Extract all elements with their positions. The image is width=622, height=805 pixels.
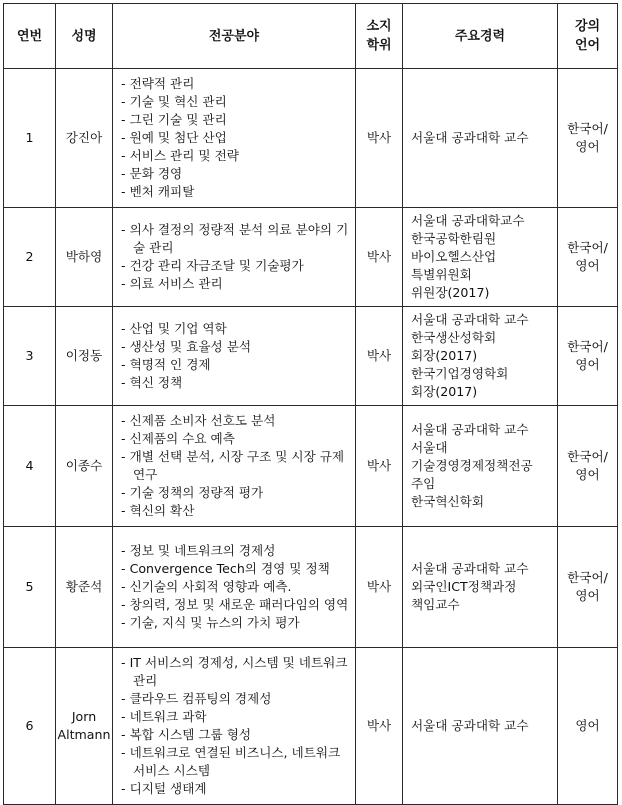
header-degree-line1: 소지	[366, 19, 392, 34]
table-row	[4, 406, 618, 527]
header-name: 성명	[56, 4, 113, 69]
career-line: 서울대 공과대학교수	[411, 213, 525, 228]
cell-language	[558, 69, 618, 208]
cell-career	[403, 208, 558, 307]
cell-no: 4	[4, 406, 56, 527]
table-row	[4, 307, 618, 406]
field-item: - 벤처 캐피탈	[121, 183, 351, 201]
header-degree-line2: 학위	[366, 38, 392, 53]
cell-field	[113, 307, 356, 406]
cell-no: 6	[4, 648, 56, 805]
career-line: 서울대 공과대학 교수	[411, 130, 529, 145]
language-line: 영어	[575, 588, 600, 603]
field-item: - 개별 선택 분석, 시장 구조 및 시장 규제 연구	[121, 448, 351, 484]
field-list	[121, 75, 351, 201]
cell-language	[558, 307, 618, 406]
cell-field	[113, 208, 356, 307]
cell-career	[403, 527, 558, 648]
cell-no: 3	[4, 307, 56, 406]
language-lines	[558, 448, 617, 484]
career-line: 서울대 공과대학 교수	[411, 718, 529, 733]
field-list	[121, 654, 351, 798]
career-line: 특별위원회	[411, 267, 472, 282]
name-line: 이정동	[65, 348, 103, 363]
name-line: 박하영	[65, 249, 103, 264]
cell-degree: 박사	[356, 648, 403, 805]
field-item: - 기술 정책의 정량적 평가	[121, 484, 351, 502]
cell-name	[56, 406, 113, 527]
career-line: 서울대 공과대학 교수	[411, 312, 529, 327]
career-line: 책임교수	[411, 597, 460, 612]
field-item: - 의사 결정의 정량적 분석 의료 분야의 기술 관리	[121, 221, 351, 257]
field-list	[121, 542, 351, 632]
cell-no: 1	[4, 69, 56, 208]
language-line: 한국어/	[567, 339, 608, 354]
header-row	[4, 4, 618, 69]
career-lines	[411, 129, 553, 147]
field-item: - 기술, 지식 및 뉴스의 가치 평가	[121, 614, 351, 632]
language-lines	[558, 120, 617, 156]
language-line: 한국어/	[567, 121, 608, 136]
field-list	[121, 412, 351, 520]
career-lines	[411, 717, 553, 735]
header-field: 전공분야	[113, 4, 356, 69]
field-item: - 건강 관리 자금조달 및 기술평가	[121, 257, 351, 275]
field-item: - 네트워크 과학	[121, 708, 351, 726]
field-item: - 그린 기술 및 관리	[121, 111, 351, 129]
career-line: 한국기업경영학회	[411, 366, 509, 381]
cell-language	[558, 648, 618, 805]
cell-language	[558, 406, 618, 527]
cell-degree: 박사	[356, 69, 403, 208]
language-lines	[558, 717, 617, 735]
cell-degree: 박사	[356, 527, 403, 648]
cell-language	[558, 527, 618, 648]
cell-field	[113, 527, 356, 648]
career-line: 한국공학한림원	[411, 231, 497, 246]
language-line: 영어	[575, 467, 600, 482]
career-lines	[411, 560, 553, 614]
career-line: 서울대 공과대학 교수	[411, 561, 529, 576]
header-degree	[356, 4, 403, 69]
header-language-line1: 강의	[574, 19, 601, 34]
table-body	[4, 69, 618, 805]
field-list	[121, 221, 351, 293]
field-item: - 의료 서비스 관리	[121, 275, 351, 293]
field-item: - 산업 및 기업 역학	[121, 320, 351, 338]
cell-no: 5	[4, 527, 56, 648]
language-line: 영어	[575, 139, 600, 154]
table-row	[4, 648, 618, 805]
field-item: - 창의력, 정보 및 새로운 패러다임의 영역	[121, 596, 351, 614]
career-line: 한국생산성학회	[411, 330, 497, 345]
cell-career	[403, 69, 558, 208]
field-item: - 혁명적 인 경제	[121, 356, 351, 374]
table-header	[4, 4, 618, 69]
career-lines	[411, 421, 553, 511]
cell-name	[56, 307, 113, 406]
field-item: - 신제품의 수요 예측	[121, 430, 351, 448]
field-item: - 복합 시스템 그룹 형성	[121, 726, 351, 744]
language-line: 한국어/	[567, 570, 608, 585]
career-line: 회장(2017)	[411, 384, 478, 399]
field-item: - 신기술의 사회적 영향과 예측.	[121, 578, 351, 596]
field-list	[121, 320, 351, 392]
field-item: - 정보 및 네트워크의 경제성	[121, 542, 351, 560]
field-item: - 기술 및 혁신 관리	[121, 93, 351, 111]
career-line: 회장(2017)	[411, 348, 478, 363]
field-item: - 신제품 소비자 선호도 분석	[121, 412, 351, 430]
name-line: Altmann	[57, 727, 111, 742]
header-language-line2: 언어	[574, 38, 601, 53]
name-line: 이종수	[65, 458, 103, 473]
language-line: 영어	[575, 718, 600, 733]
career-line: 서울대	[411, 440, 448, 455]
cell-career	[403, 648, 558, 805]
language-line: 영어	[575, 258, 600, 273]
career-line: 주임	[411, 476, 436, 491]
language-lines	[558, 239, 617, 275]
cell-name	[56, 208, 113, 307]
field-item: - 생산성 및 효율성 분석	[121, 338, 351, 356]
cell-name	[56, 527, 113, 648]
field-item: - 클라우드 컴퓨팅의 경제성	[121, 690, 351, 708]
career-lines	[411, 311, 553, 401]
language-line: 한국어/	[567, 449, 608, 464]
field-item: - 디지털 생태계	[121, 780, 351, 798]
field-item: - Convergence Tech의 경영 및 정책	[121, 560, 351, 578]
cell-degree: 박사	[356, 307, 403, 406]
cell-field	[113, 69, 356, 208]
language-line: 한국어/	[567, 240, 608, 255]
cell-name	[56, 648, 113, 805]
header-language	[558, 4, 618, 69]
table-row	[4, 527, 618, 648]
header-career: 주요경력	[403, 4, 558, 69]
table-row	[4, 69, 618, 208]
language-line: 영어	[575, 357, 600, 372]
cell-no: 2	[4, 208, 56, 307]
field-item: - 혁신 정책	[121, 374, 351, 392]
career-lines	[411, 212, 553, 302]
cell-career	[403, 406, 558, 527]
faculty-table	[3, 3, 618, 805]
field-item: - 문화 경영	[121, 165, 351, 183]
cell-field	[113, 648, 356, 805]
cell-field	[113, 406, 356, 527]
field-item: - 서비스 관리 및 전략	[121, 147, 351, 165]
field-item: - IT 서비스의 경제성, 시스템 및 네트워크 관리	[121, 654, 351, 690]
cell-name	[56, 69, 113, 208]
career-line: 바이오헬스산업	[411, 249, 497, 264]
field-item: - 혁신의 확산	[121, 502, 351, 520]
career-line: 기술경영경제정책전공	[411, 458, 533, 473]
career-line: 위원장(2017)	[411, 285, 490, 300]
career-line: 외국인ICT정책과정	[411, 579, 517, 594]
table-row	[4, 208, 618, 307]
name-line: Jorn	[71, 709, 97, 724]
name-line: 강진아	[65, 130, 103, 145]
career-line: 서울대 공과대학 교수	[411, 422, 529, 437]
cell-degree: 박사	[356, 208, 403, 307]
cell-degree: 박사	[356, 406, 403, 527]
language-lines	[558, 338, 617, 374]
career-line: 한국혁신학회	[411, 494, 484, 509]
name-line: 황준석	[65, 579, 103, 594]
field-item: - 전략적 관리	[121, 75, 351, 93]
header-no: 연번	[4, 4, 56, 69]
cell-language	[558, 208, 618, 307]
field-item: - 원예 및 첨단 산업	[121, 129, 351, 147]
language-lines	[558, 569, 617, 605]
field-item: - 네트워크로 연결된 비즈니스, 네트워크 서비스 시스템	[121, 744, 351, 780]
cell-career	[403, 307, 558, 406]
